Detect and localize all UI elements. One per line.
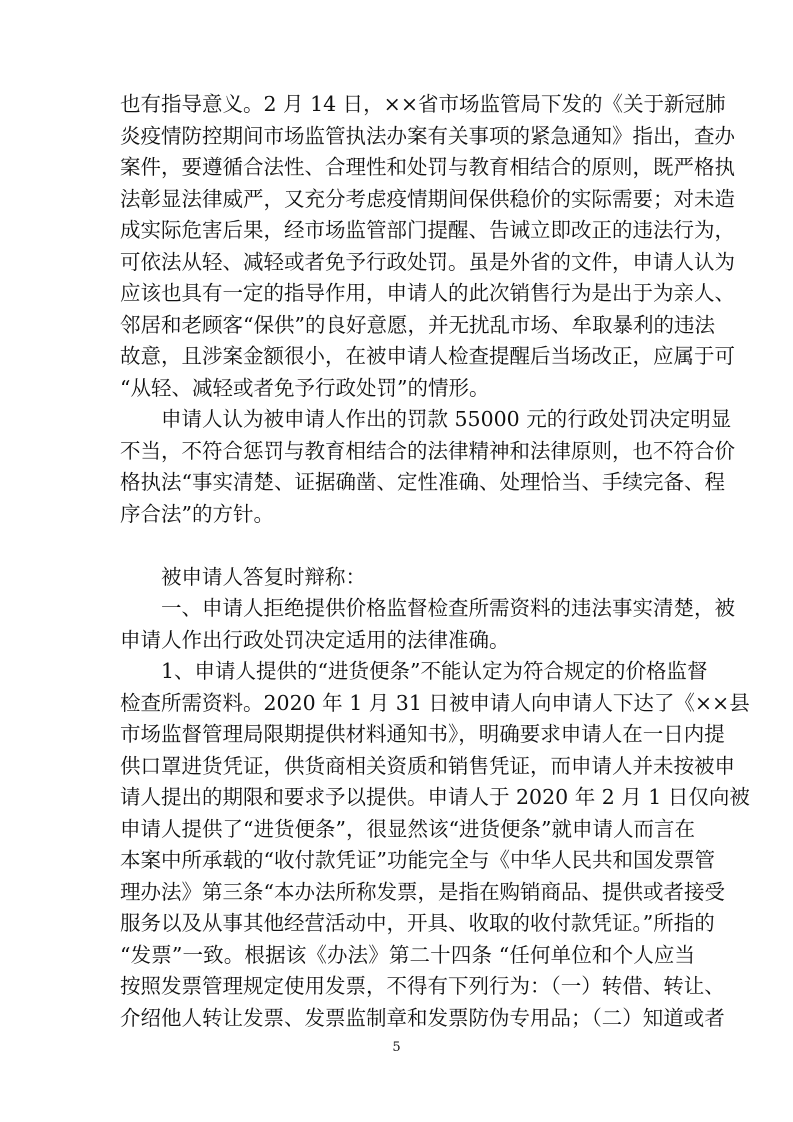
- text-line: 申请人提供了“进货便条”，很显然该“进货便条”就申请人而言在: [120, 816, 695, 841]
- text-line: 成实际危害后果，经市场监管部门提醒、告诫立即改正的违法行为，: [120, 218, 735, 242]
- text-line: 格执法“事实清楚、证据确凿、定性准确、处理恰当、手续完备、程: [120, 470, 725, 494]
- text-line: 被申请人答复时辩称：: [161, 564, 366, 589]
- text-line: 申请人作出行政处罚决定适用的法律准确。: [120, 627, 510, 652]
- text-line: 请人提出的期限和要求予以提供。申请人于 2020 年 2 月 1 日仅向被: [120, 785, 750, 809]
- text-line: 序合法”的方针。: [120, 501, 274, 526]
- text-line: 检查所需资料。2020 年 1 月 31 日被申请人向申请人下达了《××县: [120, 690, 750, 715]
- text-line: 介绍他人转让发票、发票监制章和发票防伪专用品；（二）知道或者: [120, 1005, 725, 1030]
- text-line: 法彰显法律威严，又充分考虑疫情期间保供稳价的实际需要；对未造: [120, 186, 735, 211]
- text-line: 邻居和老顾客“保供”的良好意愿，并无扰乱市场、牟取暴利的违法: [120, 312, 715, 337]
- text-line: 也有指导意义。2 月 14 日，××省市场监管局下发的《关于新冠肺: [120, 92, 726, 116]
- text-line: 1、申请人提供的“进货便条”不能认定为符合规定的价格监督: [161, 659, 708, 683]
- text-line: 理办法》第三条“本办法所称发票，是指在购销商品、提供或者接受: [120, 879, 725, 904]
- text-line: 本案中所承载的“收付款凭证”功能完全与《中华人民共和国发票管: [120, 848, 715, 872]
- text-line: 案件，要遵循合法性、合理性和处罚与教育相结合的原则，既严格执: [120, 155, 735, 179]
- text-line: 供口罩进货凭证，供货商相关资质和销售凭证，而申请人并未按被申: [120, 753, 735, 778]
- text-line: 炎疫情防控期间市场监管执法办案有关事项的紧急通知》指出，查办: [120, 123, 735, 148]
- text-line: “发票”一致。根据该《办法》第二十四条 “任何单位和个人应当: [120, 942, 695, 967]
- text-line: 服务以及从事其他经营活动中，开具、收取的收付款凭证。”所指的: [120, 911, 715, 935]
- text-line: 按照发票管理规定使用发票，不得有下列行为：（一）转借、转让、: [120, 974, 725, 998]
- text-line: 故意，且涉案金额很小，在被申请人检查提醒后当场改正，应属于可: [120, 344, 735, 368]
- page-number: 5: [392, 1040, 401, 1055]
- text-line: 可依法从轻、减轻或者免予行政处罚。虽是外省的文件，申请人认为: [120, 249, 735, 274]
- text-line: “从轻、减轻或者免予行政处罚”的情形。: [120, 375, 490, 400]
- text-line: 市场监督管理局限期提供材料通知书》，明确要求申请人在一日内提: [120, 722, 725, 746]
- text-line: 申请人认为被申请人作出的罚款 55000 元的行政处罚决定明显: [161, 407, 732, 431]
- text-line: 应该也具有一定的指导作用，申请人的此次销售行为是出于为亲人、: [120, 281, 735, 305]
- text-line: 一、申请人拒绝提供价格监督检查所需资料的违法事实清楚，被: [161, 596, 735, 620]
- text-line: 不当，不符合惩罚与教育相结合的法律精神和法律原则，也不符合价: [120, 438, 735, 463]
